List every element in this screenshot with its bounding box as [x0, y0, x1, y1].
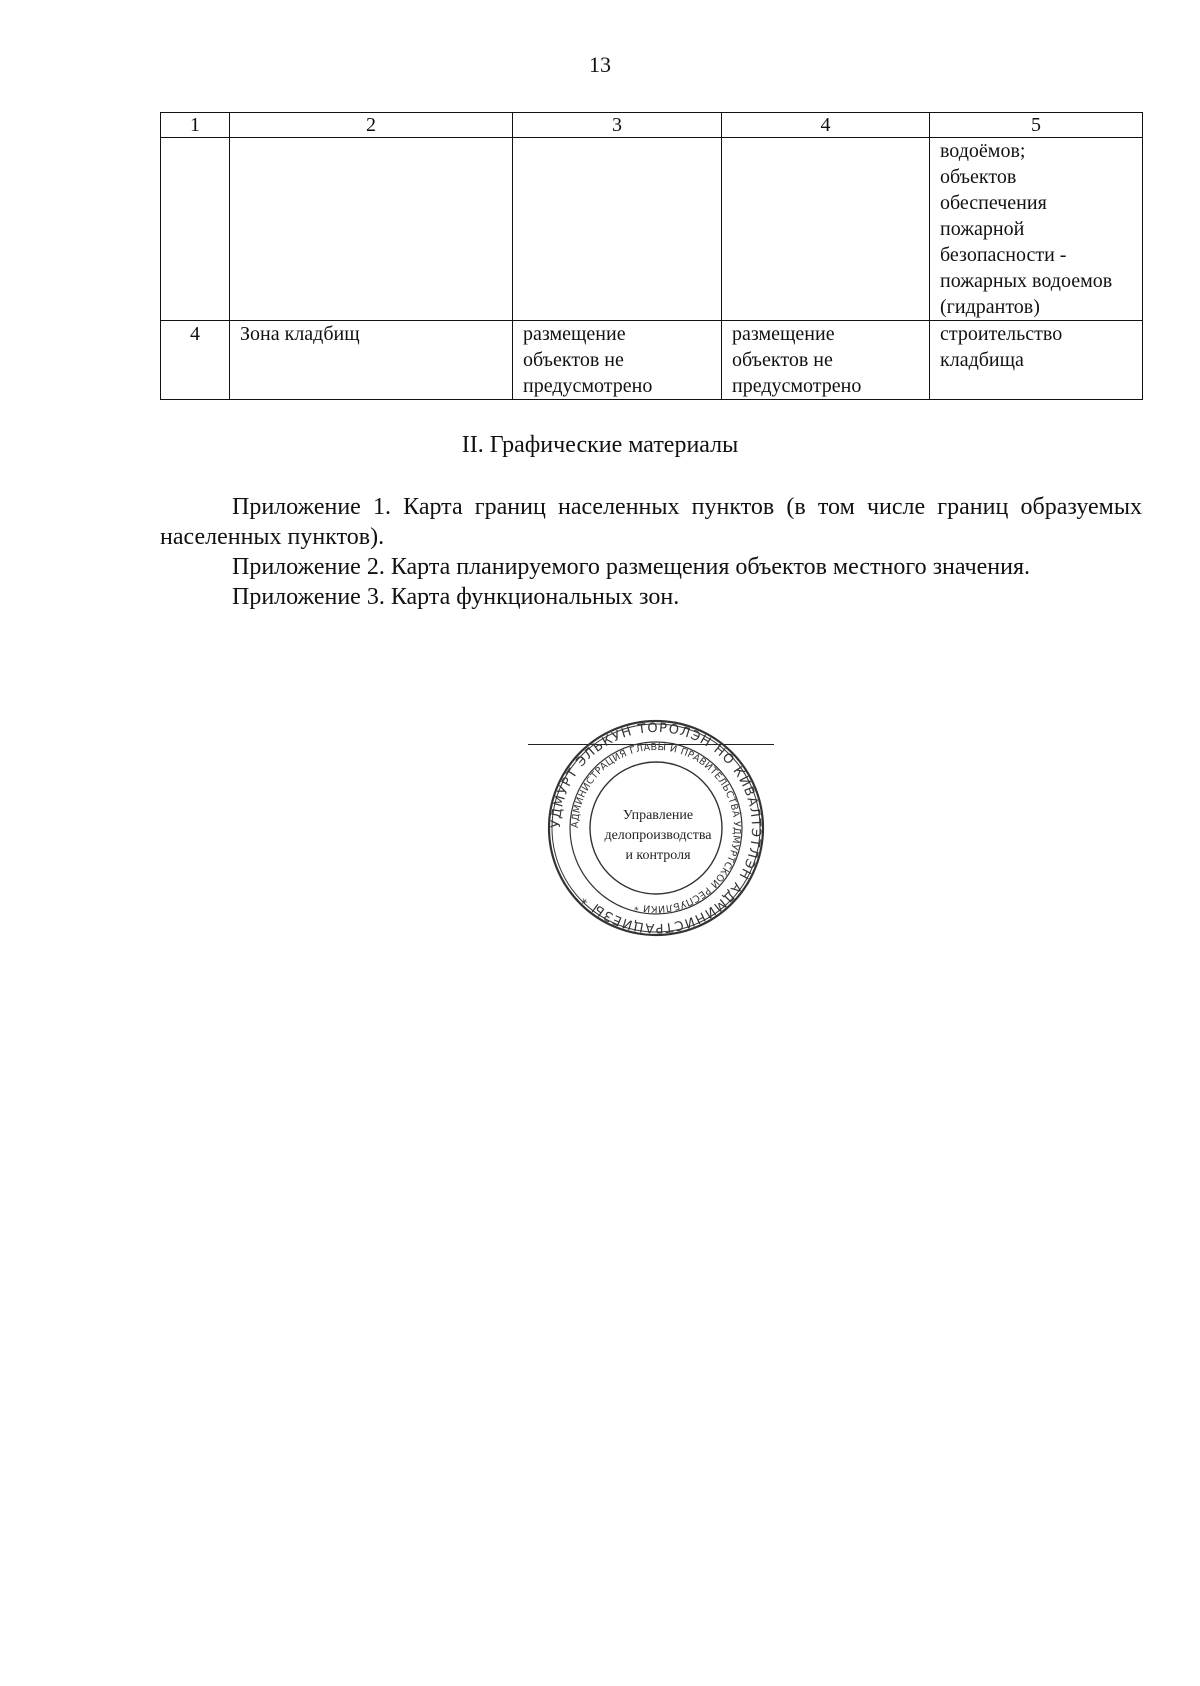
seal-outer-text: УДМУРТ ЭЛЬКУН ТОРОЛЭН НО КИВАЛТЭТЛЭН АДМИНИСТРАЦИЕЗЫ * — [548, 720, 764, 936]
section-title: II. Графические материалы — [461, 432, 739, 458]
table-cell-col5: водоёмов; объектов обеспечения пожарной безопасности - пожарных водоемов (гидрантов) — [930, 138, 1143, 321]
appendix-list — [160, 492, 1142, 612]
appendix-item: Приложение 2. Карта планируемого размещения объектов местного значения. — [232, 554, 1031, 580]
seal-center-text — [596, 806, 720, 866]
table-cell-col3 — [513, 138, 722, 321]
table-cell-col4: размещение объектов не предусмотрено — [722, 321, 930, 400]
table-cell-col4 — [722, 138, 930, 321]
table-row — [161, 321, 1143, 400]
seal-center-line: делопроизводства — [604, 828, 712, 843]
page-number: 13 — [589, 52, 611, 77]
table-header-cell: 3 — [513, 113, 722, 138]
seal-center-line: и контроля — [625, 848, 691, 863]
table-header-row — [161, 113, 1143, 138]
appendix-item: Приложение 1. Карта границ населенных пунктов (в том числе границ образуемых населенных пунктов). — [160, 494, 1142, 550]
table-cell-zone — [230, 138, 513, 321]
table-cell-col5: строительство кладбища — [930, 321, 1143, 400]
table-header-cell: 1 — [161, 113, 230, 138]
table-header-cell: 4 — [722, 113, 930, 138]
table-row — [161, 138, 1143, 321]
seal-inner-text: АДМИНИСТРАЦИЯ ГЛАВЫ И ПРАВИТЕЛЬСТВА УДМУРТСКОЙ РЕСПУБЛИКИ * — [569, 741, 743, 915]
zones-table — [160, 112, 1143, 400]
table-cell-number — [161, 138, 230, 321]
table-cell-number: 4 — [161, 321, 230, 400]
table-cell-zone: Зона кладбищ — [230, 321, 513, 400]
table-cell-col3: размещение объектов не предусмотрено — [513, 321, 722, 400]
table-header-cell: 2 — [230, 113, 513, 138]
seal-center-line: Управление — [622, 808, 694, 823]
table-header-cell: 5 — [930, 113, 1143, 138]
appendix-item: Приложение 3. Карта функциональных зон. — [232, 584, 680, 610]
